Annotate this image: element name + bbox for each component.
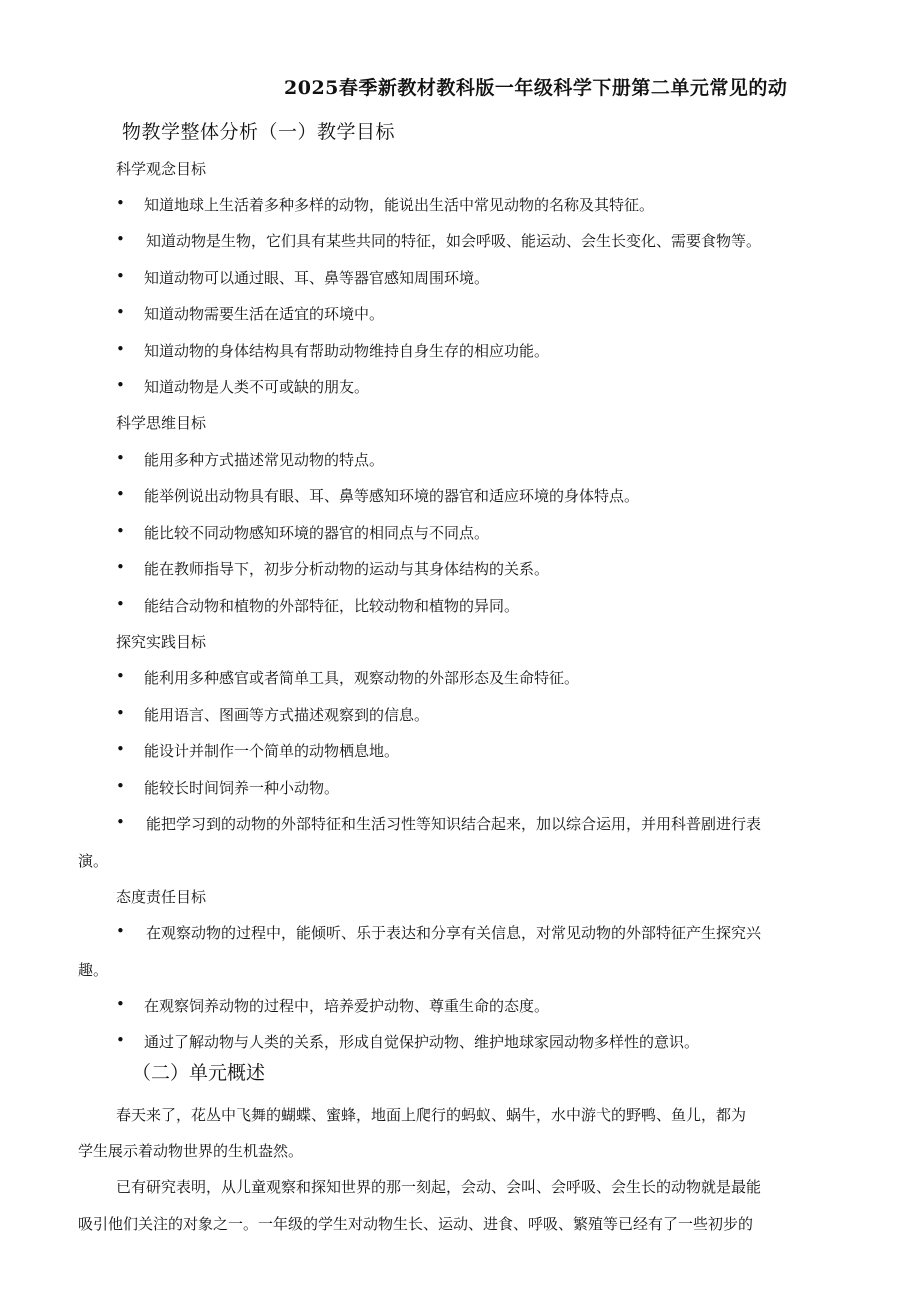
section-heading-concept: 科学观念目标 bbox=[116, 160, 207, 178]
doc-title-line2: 物教学整体分析（一）教学目标 bbox=[122, 121, 396, 143]
list-item-continuation: 趣。 bbox=[78, 961, 109, 979]
section-heading-practice: 探究实践目标 bbox=[116, 633, 207, 651]
section-heading-attitude: 态度责任目标 bbox=[116, 888, 207, 906]
paragraph-line: 吸引他们关注的对象之一。一年级的学生对动物生长、运动、进食、呼吸、繁殖等已经有了一些初步的 bbox=[78, 1215, 754, 1233]
paragraph-line: 已有研究表明，从儿童观察和探知世界的那一刻起，会动、会叫、会呼吸、会生长的动物就是最能 bbox=[116, 1178, 762, 1196]
section-title-overview: （二）单元概述 bbox=[132, 1062, 266, 1084]
list-item-continuation: 演。 bbox=[78, 852, 109, 870]
document-page: 2025春季新教材教科版一年级科学下册第二单元常见的动 物教学整体分析（一）教学目标 科学观念目标 • 知道地球上生活着多种多样的动物，能说出生活中常见动物的名称及其特征。 • 知道动物是生物，它们具有某些共同的特征，如会呼吸、能运动、会生长变化、需要食物等。 • 知道动物可以通过眼、耳、鼻等器官感知周围环境。 • 知道动物需要生活在适宜的环境中。 • 知道动物的身体结构具有帮助动物维持自身生存的相应功能。 • 知道动物是人类不可或缺的朋友。 科学思维目标 • 能用多种方式描述常见动物的特点。 • 能举例说出动物具有眼、耳、鼻等感知环境的器官和适应环境的身体特点。 • 能比较不同动物感知环境的器官的相同点与不同点。 • 能在教师指导下，初步分析动物的运动与其身体结构的关系。 • 能结合动物和植物的外部特征，比较动物和植物的异同。 探究实践目标 • 能利用多种感官或者简单工具，观察动物的外部形态及生命特征。 • 能用语言、图画等方式描述观察到的信息。 • 能设计并制作一个简单的动物栖息地。 • 能较长时间饲养一种小动物。 • 能把学习到的动物的外部特征和生活习性等知识结合起来，加以综合运用，并用科普剧进行表 演。 态度责任目标 • 在观察动物的过程中，能倾听、乐于表达和分享有关信息，对常见动物的外部特征产生探究兴 趣。 • 在观察饲养动物的过程中，培养爱护动物、尊重生命的态度。 • 通过了解动物与人类的关系，形成自觉保护动物、维护地球家园动物多样性的意识。 （二）单元概述 春天来了，花丛中飞舞的蝴蝶、蜜蜂，地面上爬行的蚂蚁、蜗牛，水中游弋的野鸭、鱼儿，都为 学生展示着动物世界的生机盎然。 已有研究表明，从儿童观察和探知世界的那一刻起，会动、会叫、会呼吸、会生长的动物就是最能 吸引他们关注的对象之一。一年级的学生对动物生长、运动、进食、呼吸、繁殖等已经有了一些初步的 bbox=[0, 0, 920, 1301]
section-heading-thinking: 科学思维目标 bbox=[116, 414, 207, 432]
doc-title-line1: 2025春季新教材教科版一年级科学下册第二单元常见的动 bbox=[284, 77, 788, 99]
paragraph-line: 春天来了，花丛中飞舞的蝴蝶、蜜蜂，地面上爬行的蚂蚁、蜗牛，水中游弋的野鸭、鱼儿，都为 bbox=[116, 1106, 747, 1124]
paragraph-line: 学生展示着动物世界的生机盎然。 bbox=[78, 1142, 304, 1160]
